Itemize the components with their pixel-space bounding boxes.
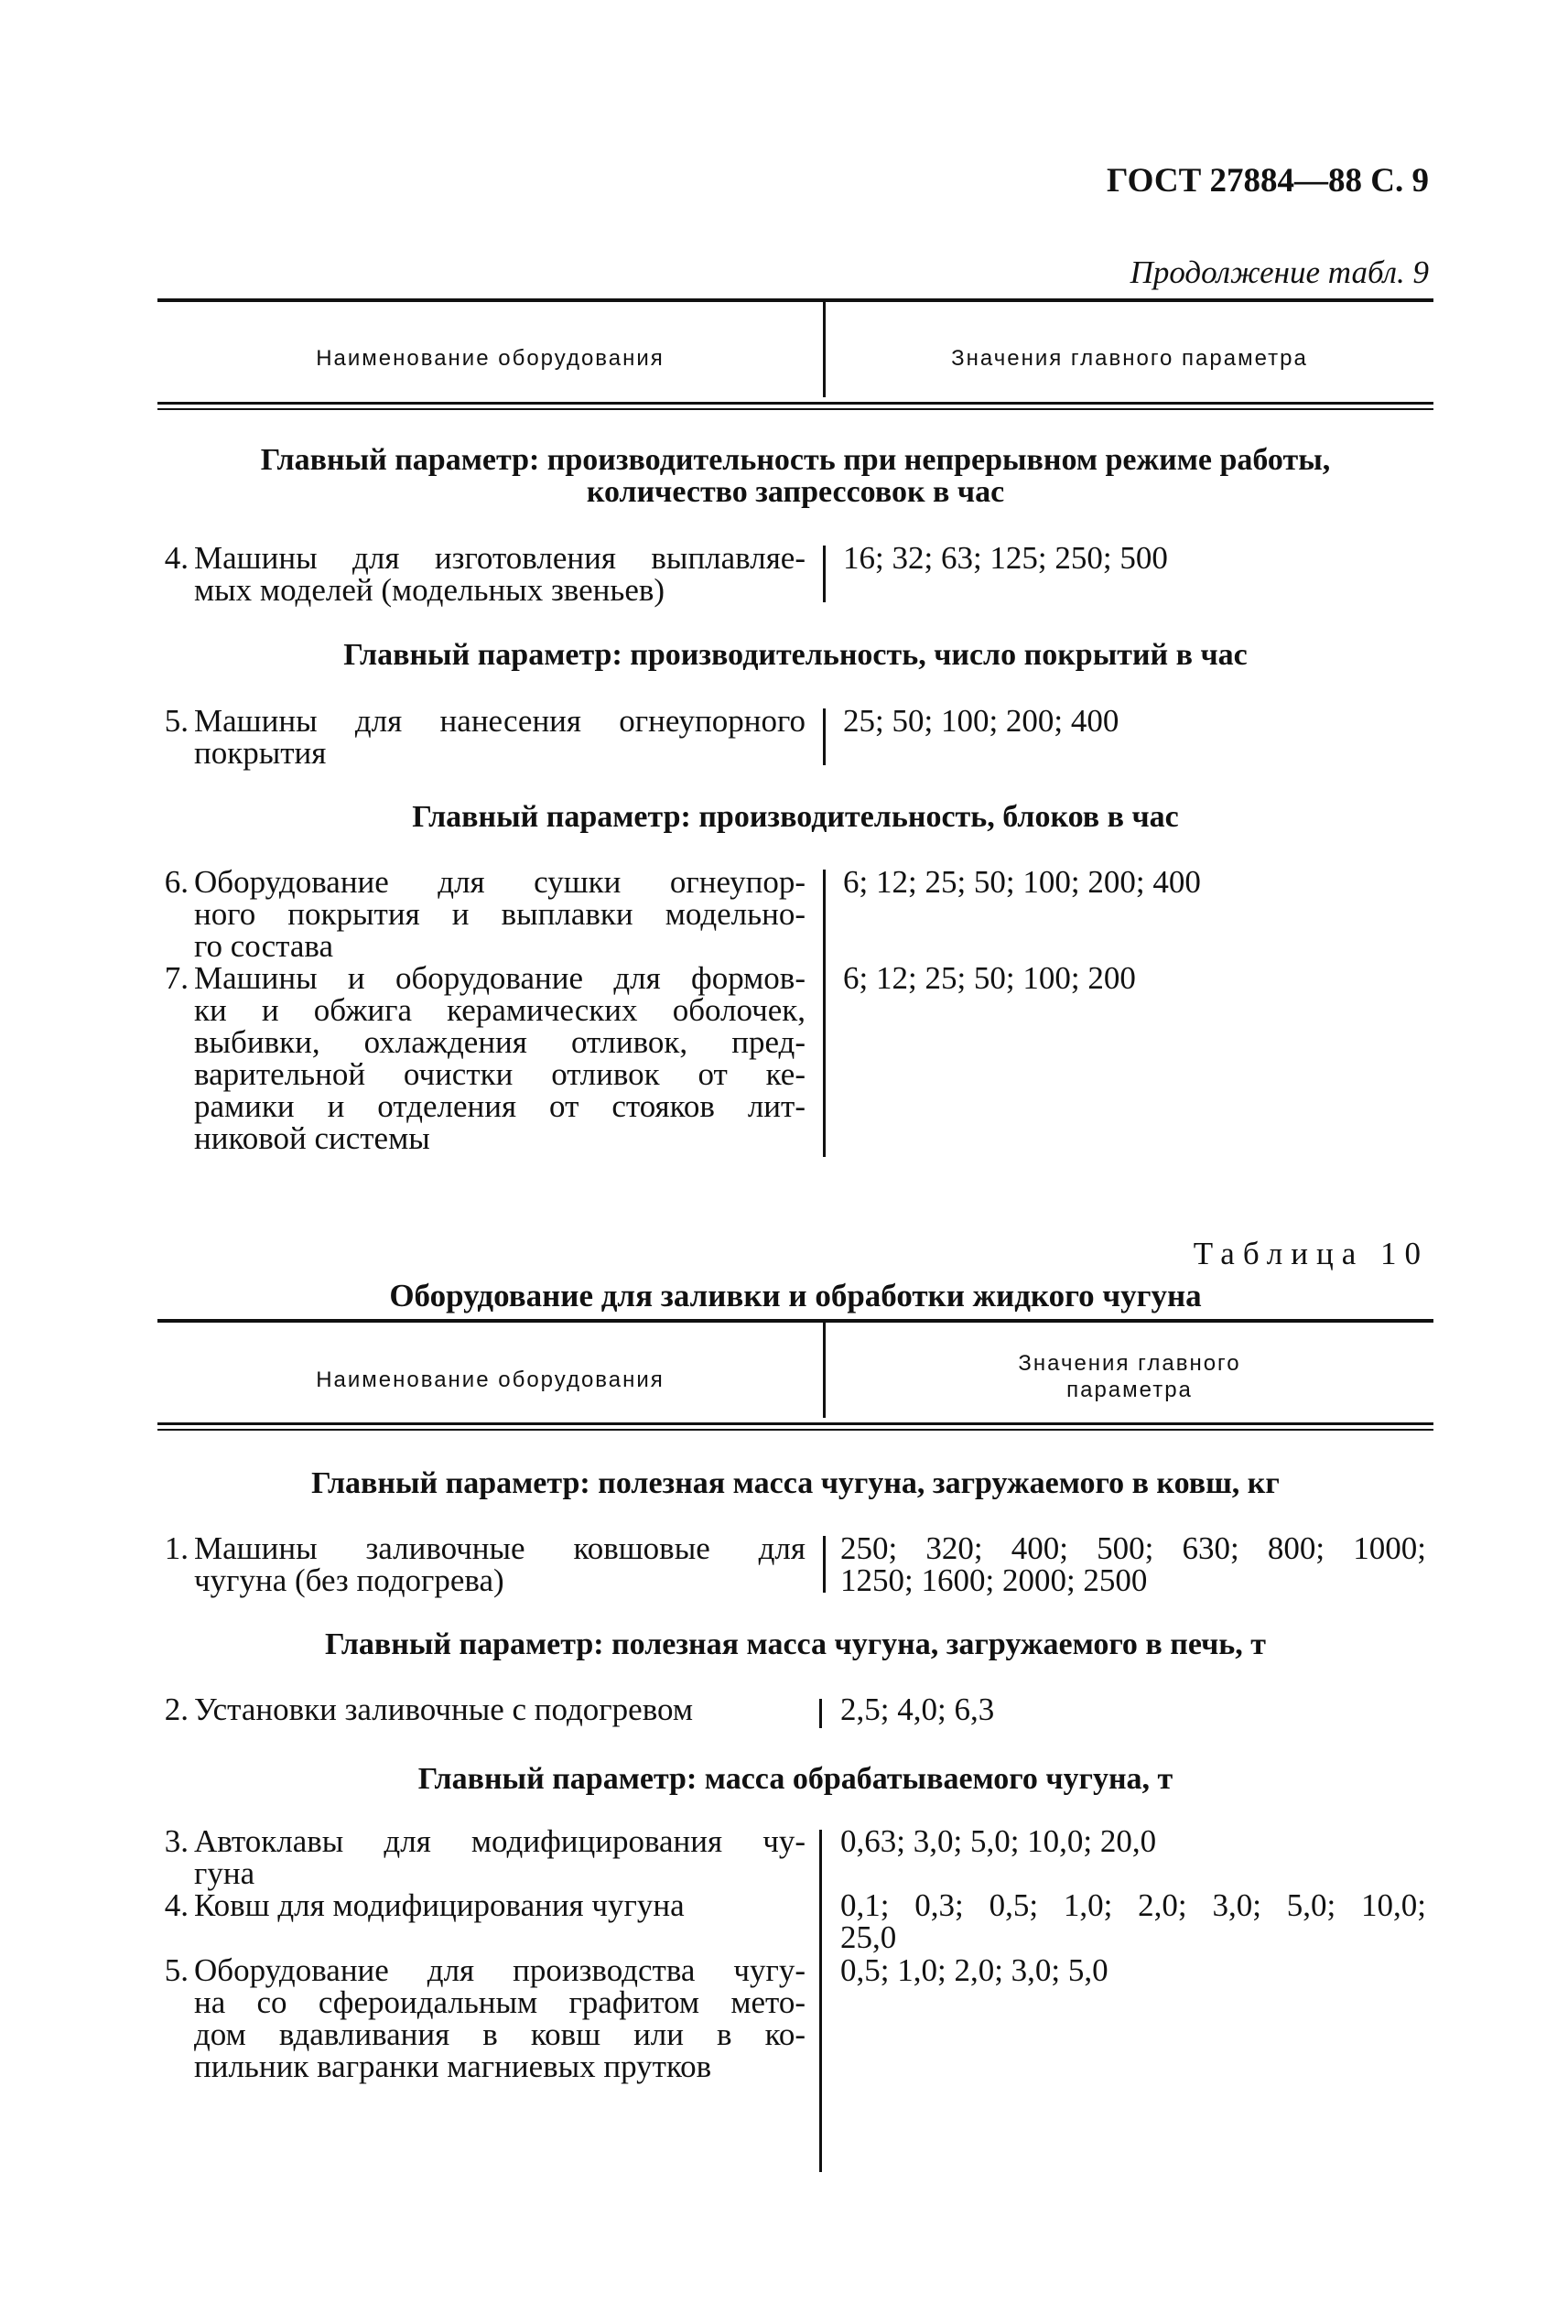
parameter-values: 0,5; 1,0; 2,0; 3,0; 5,0: [840, 1952, 1108, 1988]
column-header-value: Значения главного: [1018, 1351, 1241, 1376]
row-number: 6.: [164, 864, 189, 900]
parameter-values: 6; 12; 25; 50; 100; 200: [843, 960, 1136, 996]
table-top-rule: [157, 298, 1433, 302]
parameter-values: 16; 32; 63; 125; 250; 500: [843, 540, 1168, 576]
main-parameter-heading: Главный параметр: производительность, число покрытий в час: [343, 638, 1248, 672]
table-title: Оборудование для заливки и обработки жидкого чугуна: [389, 1278, 1202, 1313]
main-parameter-heading: Главный параметр: полезная масса чугуна, загружаемого в печь, т: [325, 1627, 1266, 1661]
main-parameter-heading: Главный параметр: производительность при непрерывном режиме работы,: [260, 443, 1331, 477]
row-number: 5.: [164, 703, 189, 739]
equipment-name: Автоклавы для модифицирования чу- гуна: [194, 1823, 806, 1891]
column-divider: [823, 1536, 826, 1593]
row-number: 5.: [164, 1952, 189, 1988]
column-divider: [819, 1699, 822, 1728]
column-header-name: Наименование оборудования: [316, 346, 665, 371]
main-parameter-heading: Главный параметр: масса обрабатываемого чугуна, т: [417, 1762, 1173, 1796]
row-number: 4.: [164, 1887, 189, 1923]
main-parameter-heading: Главный параметр: производительность, блоков в час: [412, 800, 1179, 834]
column-header-value: Значения главного параметра: [951, 346, 1308, 371]
parameter-values: 2,5; 4,0; 6,3: [840, 1692, 995, 1727]
equipment-name: Машины и оборудование для формов- ки и обжига керамических оболочек, выбивки, охлаждения отливок, пред- варительной очистки отливок от ке- рамики и отделения от стояков лит- никовой системы: [194, 960, 806, 1156]
equipment-name: Установки заливочные с подогревом: [194, 1692, 693, 1727]
header-bottom-rule-2: [157, 1429, 1433, 1431]
parameter-values: 0,63; 3,0; 5,0; 10,0; 20,0: [840, 1823, 1157, 1859]
table-label: Таблица 10: [1193, 1236, 1429, 1271]
equipment-name: Оборудование для сушки огнеупор- ного покрытия и выплавки модельно- го состава: [194, 864, 806, 964]
column-header-name: Наименование оборудования: [316, 1367, 665, 1392]
column-divider: [819, 1830, 822, 2172]
equipment-name: Оборудование для производства чугу- на со сфероидальным графитом мето- дом вдавливания в ковш или в ко- пильник вагранки магниевых прутков: [194, 1952, 806, 2084]
column-divider: [823, 870, 826, 1157]
equipment-name: Машины заливочные ковшовые для чугуна (без подогрева): [194, 1530, 806, 1598]
table-top-rule: [157, 1319, 1433, 1323]
row-number: 2.: [164, 1692, 189, 1727]
parameter-values: 25; 50; 100; 200; 400: [843, 703, 1119, 739]
equipment-name: Ковш для модифицирования чугуна: [194, 1887, 685, 1923]
page-reference: ГОСТ 27884—88 С. 9: [1107, 162, 1429, 200]
row-number: 1.: [164, 1530, 189, 1566]
equipment-name: Машины для нанесения огнеупорного покрытия: [194, 703, 806, 771]
header-bottom-rule-2: [157, 408, 1433, 410]
column-header-value-cont: параметра: [1066, 1378, 1193, 1402]
column-divider: [823, 546, 826, 602]
row-number: 3.: [164, 1823, 189, 1859]
parameter-values: 0,1; 0,3; 0,5; 1,0; 2,0; 3,0; 5,0; 10,0; 25,0: [840, 1887, 1426, 1955]
equipment-name: Машины для изготовления выплавляе- мых моделей (модельных звеньев): [194, 540, 806, 608]
column-divider: [823, 708, 826, 765]
main-parameter-heading: Главный параметр: полезная масса чугуна, загружаемого в ковш, кг: [311, 1466, 1280, 1500]
header-bottom-rule: [157, 1422, 1433, 1425]
row-number: 7.: [164, 960, 189, 996]
header-bottom-rule: [157, 402, 1433, 405]
row-number: 4.: [164, 540, 189, 576]
main-parameter-heading-cont: количество запрессовок в час: [586, 475, 1005, 509]
parameter-values: 250; 320; 400; 500; 630; 800; 1000; 1250; 1600; 2000; 2500: [840, 1530, 1426, 1598]
parameter-values: 6; 12; 25; 50; 100; 200; 400: [843, 864, 1201, 900]
table-continuation-label: Продолжение табл. 9: [1130, 254, 1429, 290]
